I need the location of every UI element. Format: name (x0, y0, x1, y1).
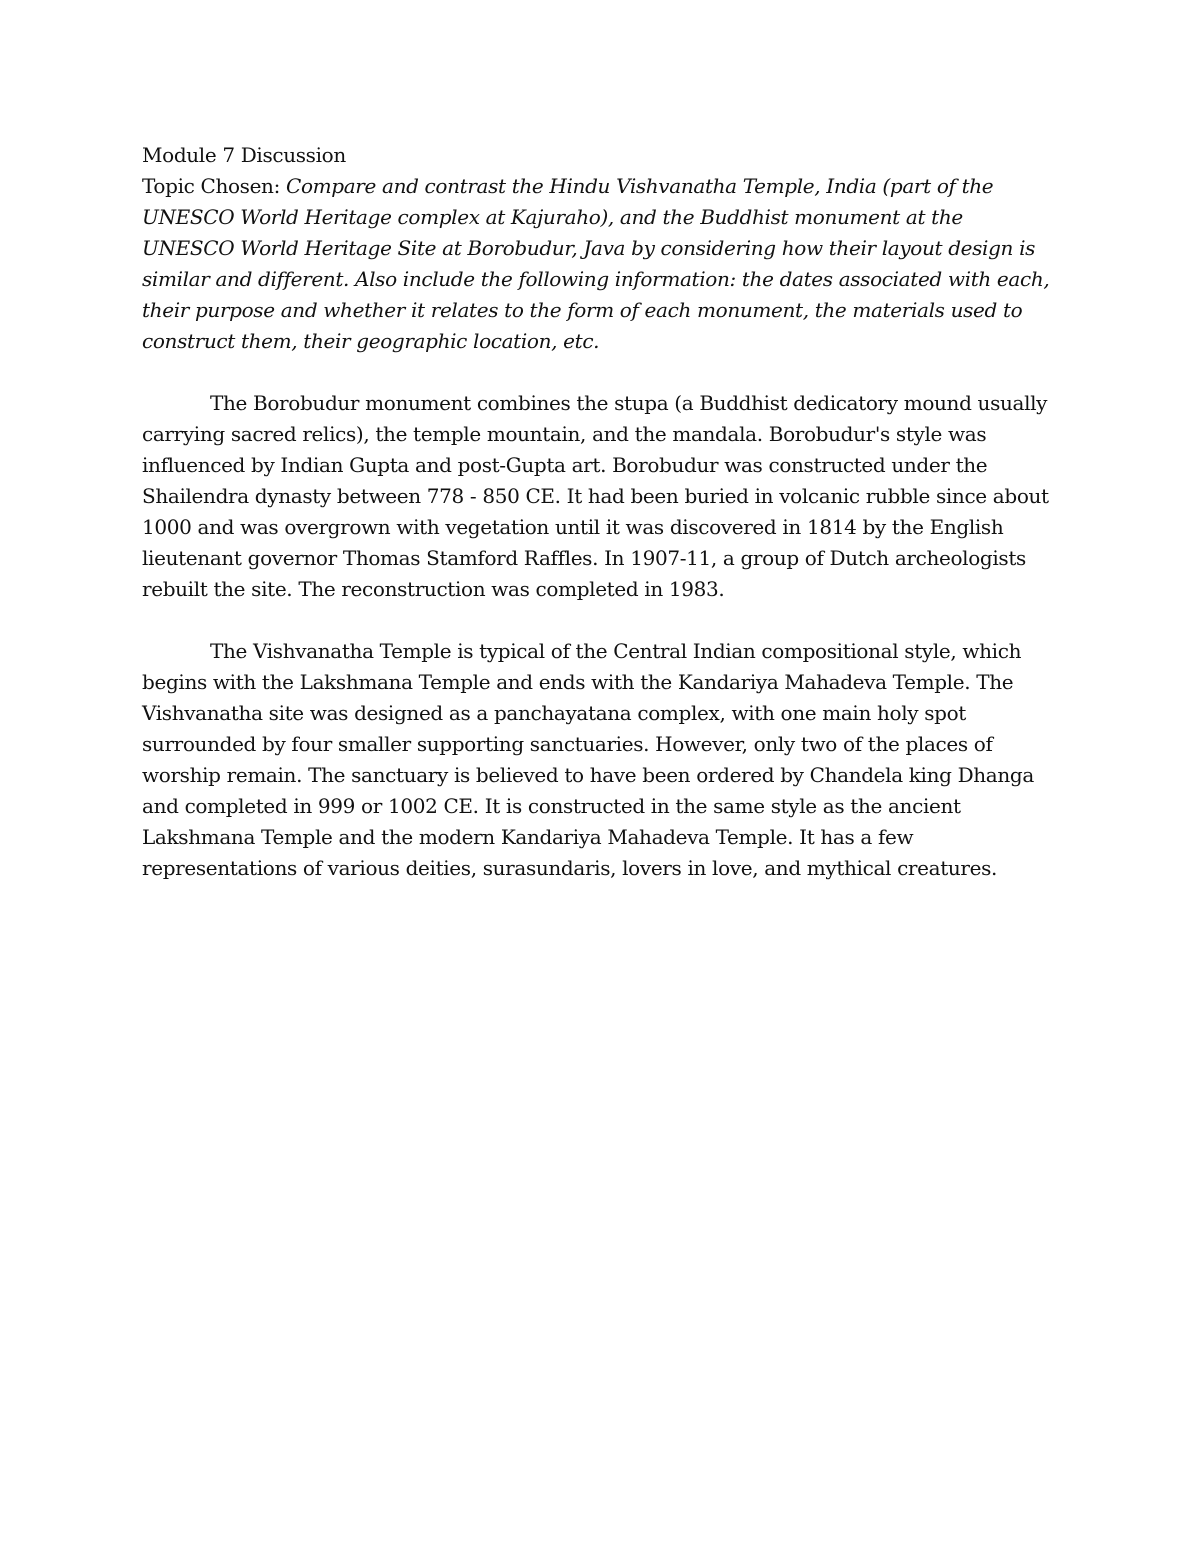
paragraph-vishvanatha: The Vishvanatha Temple is typical of the Central Indian compositional style, which begins with the Lakshmana Temple and ends with the Kandariya Mahadeva Temple. The Vishvanatha site was designed as a panchayatana complex, with one main holy spot surrounded by four smaller supporting sanctuaries. However, only two of the places of worship remain. The sanctuary is believed to have been ordered by Chandela king Dhanga and completed in 999 or 1002 CE. It is constructed in the same style as the ancient Lakshmana Temple and the modern Kandariya Mahadeva Temple. It has a few representations of various deities, surasundaris, lovers in love, and mythical creatures. (142, 639, 1034, 880)
document-title: Module 7 Discussion (142, 143, 346, 167)
document-body (142, 140, 1060, 884)
paragraph-borobudur: The Borobudur monument combines the stupa (a Buddhist dedicatory mound usually carrying sacred relics), the temple mountain, and the mandala. Borobudur's style was influenced by Indian Gupta and post-Gupta art. Borobudur was constructed under the Shailendra dynasty between 778 - 850 CE. It had been buried in volcanic rubble since about 1000 and was overgrown with vegetation until it was discovered in 1814 by the English lieutenant governor Thomas Stamford Raffles. In 1907-11, a group of Dutch archeologists rebuilt the site. The reconstruction was completed in 1983. (142, 391, 1049, 601)
topic-line (142, 171, 1060, 357)
topic-label: Topic Chosen: (142, 174, 286, 198)
topic-text: Compare and contrast the Hindu Vishvanatha Temple, India (part of the UNESCO World Heritage complex at Kajuraho), and the Buddhist monument at the UNESCO World Heritage Site at Borobudur, Java by considering how their layout design is similar and different. Also include the following information: the dates associated with each, their purpose and whether it relates to the form of each monument, the materials used to construct them, their geographic location, etc. (142, 174, 1050, 353)
